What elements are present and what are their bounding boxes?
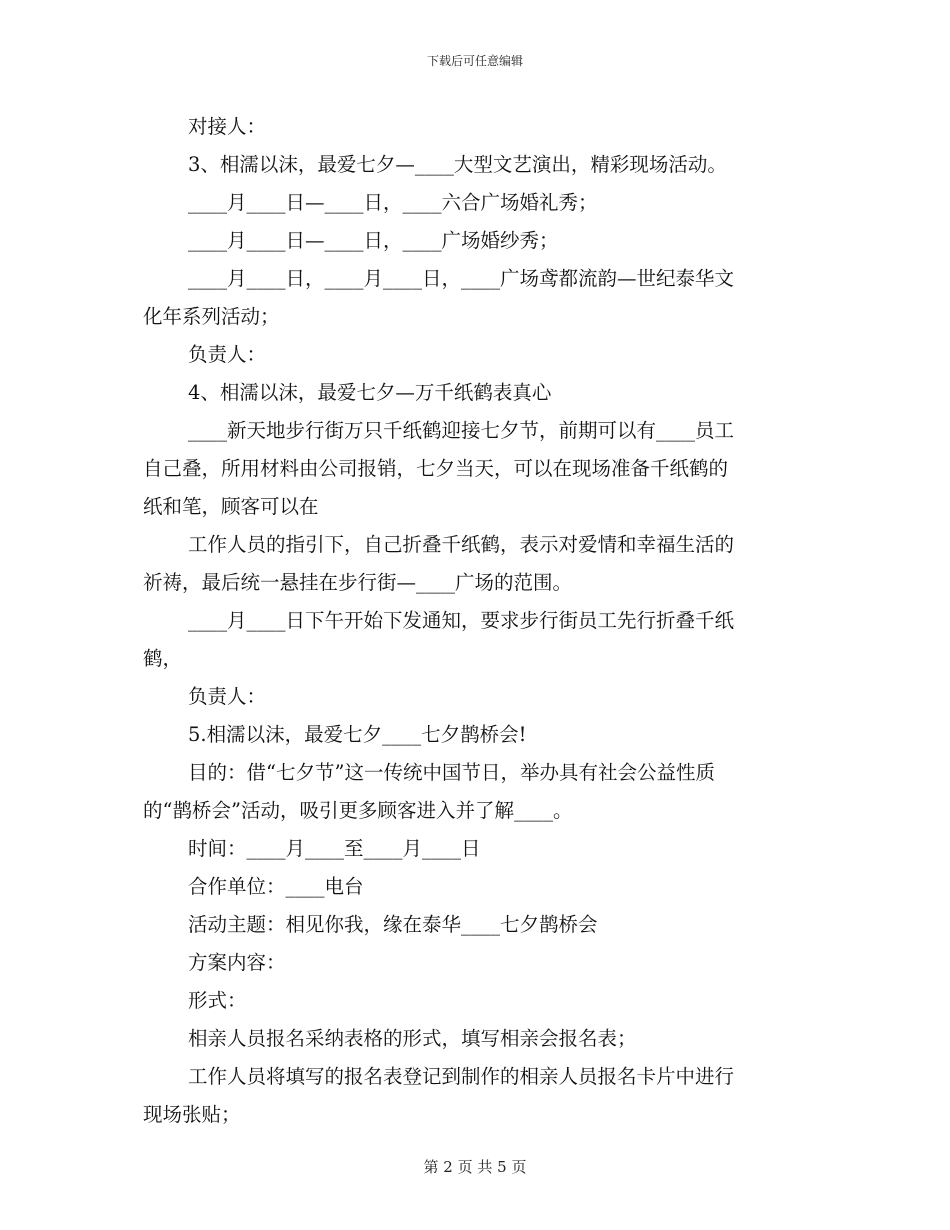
paragraph-line: 自己叠，所用材料由公司报销，七夕当天，可以在现场准备千纸鹤的 (143, 457, 729, 480)
section-heading: 5.相濡以沫，最爱七夕____七夕鹊桥会! (188, 723, 527, 746)
paragraph-line: 负责人： (188, 343, 267, 366)
paragraph-line: 化年系列活动； (143, 305, 280, 328)
paragraph-line: 合作单位：____电台 (188, 875, 364, 898)
page-footer: 第 2 页 共 5 页 (423, 1158, 527, 1176)
paragraph-line: 时间：____月____至____月____日 (188, 837, 481, 860)
paragraph-line: 鹤， (143, 647, 183, 670)
paragraph-line: 对接人： (188, 115, 267, 138)
paragraph-line: ____月____日—____日，____广场婚纱秀； (188, 229, 559, 252)
paragraph-line: 的“鹊桥会”活动，吸引更多顾客进入并了解____。 (143, 799, 573, 822)
paragraph-line: ____月____日，____月____日，____广场鸢都流韵—世纪泰华文 (188, 267, 735, 290)
paragraph-line: 目的：借“七夕节”这一传统中国节日，举办具有社会公益性质 (188, 761, 715, 784)
document-body (143, 108, 803, 1134)
paragraph-line: 相亲人员报名采纳表格的形式，填写相亲会报名表； (188, 1027, 637, 1050)
page-header: 下载后可任意编辑 (426, 54, 523, 68)
paragraph-line: 负责人： (188, 685, 267, 708)
paragraph-line: 工作人员的指引下，自己折叠千纸鹤，表示对爱情和幸福生活的 (188, 533, 735, 556)
paragraph-line: ____月____日下午开始下发通知，要求步行街员工先行折叠千纸 (188, 609, 735, 632)
section-heading: 3、相濡以沫，最爱七夕—____大型文艺演出，精彩现场活动。 (188, 153, 727, 176)
section-heading: 4、相濡以沫，最爱七夕—万千纸鹤表真心 (188, 381, 552, 404)
paragraph-line: 祈祷，最后统一悬挂在步行街—____广场的范围。 (143, 571, 573, 594)
paragraph-line: ____新天地步行街万只千纸鹤迎接七夕节，前期可以有____员工 (188, 419, 735, 442)
paragraph-line: 现场张贴； (143, 1103, 241, 1126)
paragraph-line: 活动主题：相见你我，缘在泰华____七夕鹊桥会 (188, 913, 598, 936)
paragraph-line: 形式： (188, 989, 247, 1012)
paragraph-line: 纸和笔，顾客可以在 (143, 495, 319, 518)
paragraph-line: 工作人员将填写的报名表登记到制作的相亲人员报名卡片中进行 (188, 1065, 735, 1088)
paragraph-line: 方案内容： (188, 951, 286, 974)
paragraph-line: ____月____日—____日，____六合广场婚礼秀； (188, 191, 598, 214)
